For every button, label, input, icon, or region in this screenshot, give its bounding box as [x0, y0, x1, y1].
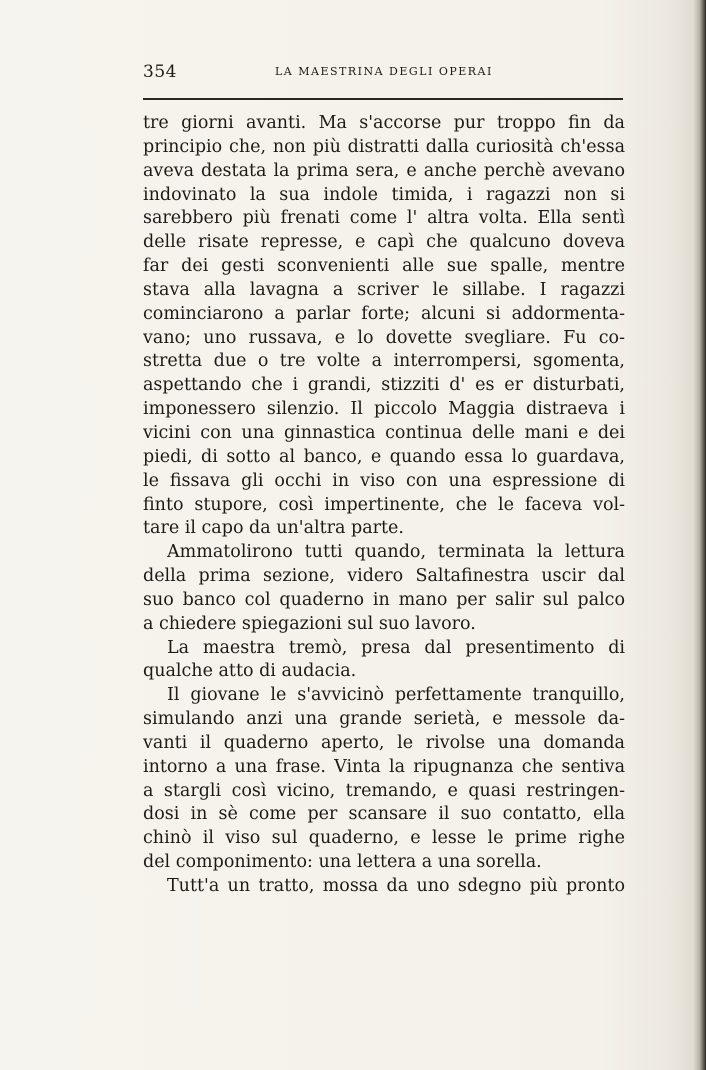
text-line: della prima sezione, videro Saltafinestra uscir dal	[143, 566, 625, 587]
text-line: qualche atto di audacia.	[143, 661, 357, 682]
text-line: La maestra tremò, presa dal presentimento di	[167, 637, 625, 658]
page-header	[143, 62, 623, 86]
text-line: delle risate represse, e capì che qualcuno doveva	[143, 232, 625, 253]
text-line: vanti il quaderno aperto, le rivolse una domanda	[143, 732, 625, 753]
text-line: far dei gesti sconvenienti alle sue spalle, mentre	[143, 256, 625, 277]
page-number: 354	[143, 62, 177, 82]
text-line: stava alla lavagna a scriver le sillabe. I ragazzi	[143, 279, 625, 300]
text-line: principio che, non più distratti dalla curiosità ch'essa	[143, 136, 625, 157]
text-line: le fissava gli occhi in viso con una espressione di	[143, 470, 625, 491]
text-line: dosi in sè come per scansare il suo contatto, ella	[143, 804, 625, 825]
text-line: simulando anzi una grande serietà, e messole da-	[143, 709, 625, 730]
book-binding-edge	[692, 0, 706, 1070]
text-line: finto stupore, così impertinente, che le faceva vol-	[143, 494, 625, 515]
text-line: indovinato la sua indole timida, i ragazzi non si	[143, 184, 625, 205]
text-line: a chiedere spiegazioni sul suo lavoro.	[143, 613, 476, 634]
text-line: vano; uno russava, e lo dovette svegliare. Fu co-	[143, 327, 625, 348]
body-text	[143, 112, 625, 899]
text-line: aspettando che i grandi, stizziti d' es er disturbati,	[143, 375, 625, 396]
text-line: imponessero silenzio. Il piccolo Maggia distraeva i	[143, 399, 625, 420]
header-rule	[143, 98, 623, 100]
text-line: a stargli così vicino, tremando, e quasi restringen-	[143, 780, 625, 801]
text-line: vicini con una ginnastica continua delle mani e dei	[143, 422, 625, 443]
text-line: Il giovane le s'avvicinò perfettamente tranquillo,	[167, 685, 625, 706]
text-line: suo banco col quaderno in mano per salir sul palco	[143, 589, 625, 610]
text-line: sarebbero più frenati come l' altra volta. Ella sentì	[143, 208, 625, 229]
text-line: stretta due o tre volte a interrompersi, sgomenta,	[143, 351, 625, 372]
text-line: tre giorni avanti. Ma s'accorse pur troppo fin da	[143, 113, 625, 133]
text-line: cominciarono a parlar forte; alcuni si addormenta-	[143, 303, 625, 324]
text-line: intorno a una frase. Vinta la ripugnanza che sentiva	[143, 756, 625, 777]
text-line: del componimento: una lettera a una sorella.	[143, 852, 542, 873]
text-line: chinò il viso sul quaderno, e lesse le prime righe	[143, 828, 625, 849]
text-line: piedi, di sotto al banco, e quando essa lo guardava,	[143, 446, 625, 467]
text-line: aveva destata la prima sera, e anche perchè avevano	[143, 160, 625, 181]
running-title: LA MAESTRINA DEGLI OPERAI	[275, 65, 493, 78]
text-line: tare il capo da un'altra parte.	[143, 518, 404, 539]
text-line: Ammatolirono tutti quando, terminata la lettura	[167, 542, 625, 563]
text-line: Tutt'a un tratto, mossa da uno sdegno più pronto	[167, 876, 625, 896]
